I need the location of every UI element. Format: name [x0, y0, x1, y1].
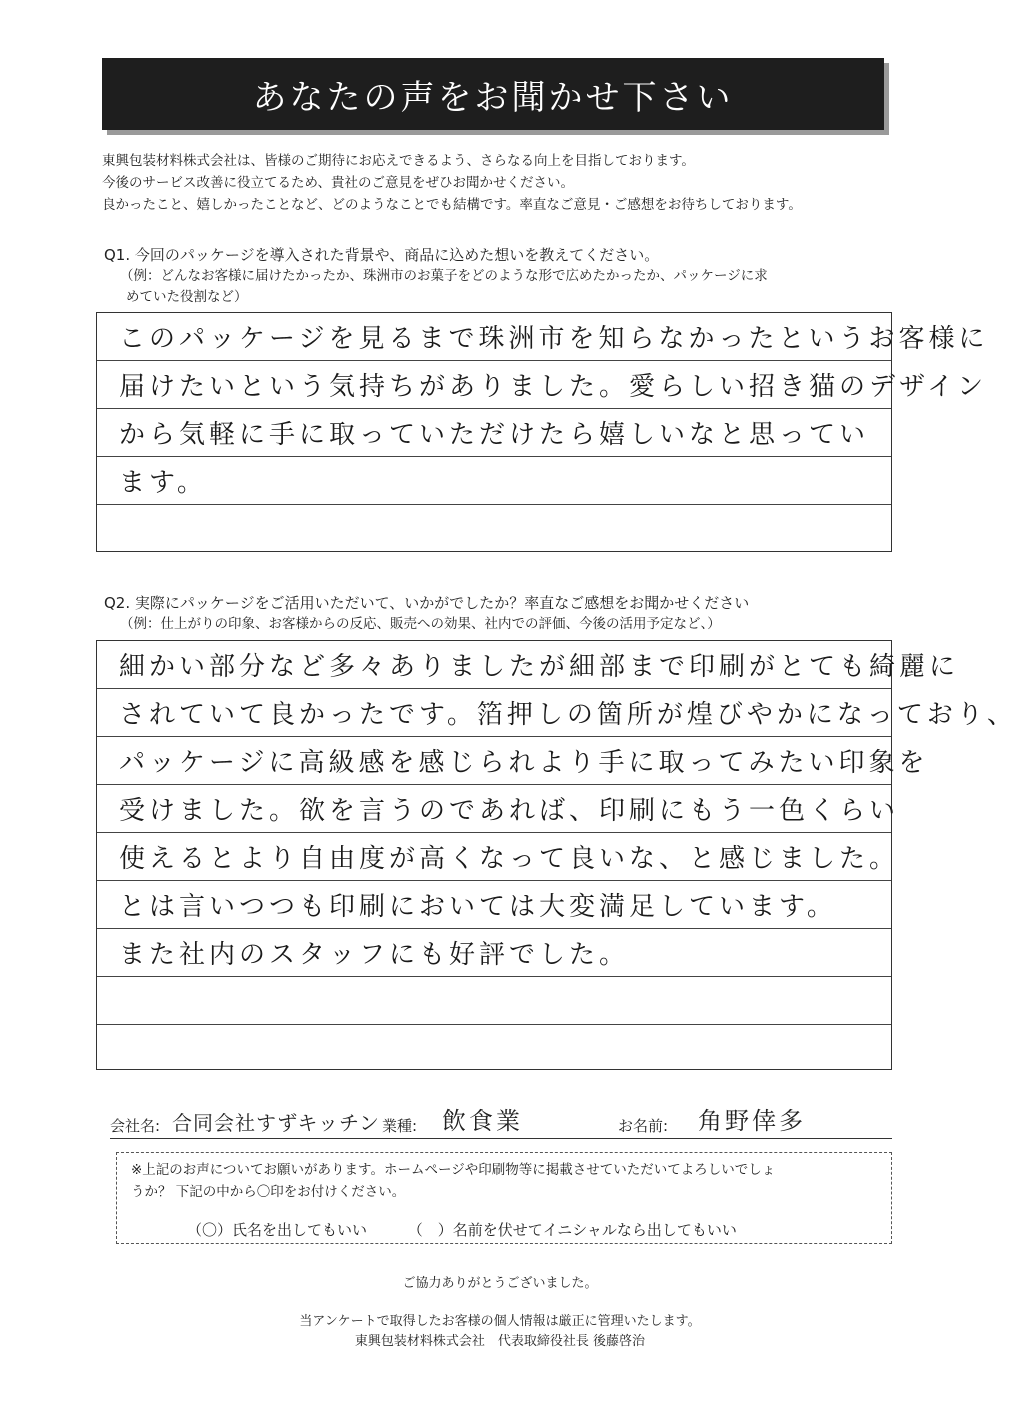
privacy-notice: 当アンケートで取得したお客様の個人情報は厳正に管理いたします。: [299, 1314, 701, 1329]
consent-options: [187, 1219, 773, 1241]
consent-box: [116, 1152, 892, 1244]
example-line: （例：仕上がりの印象、お客様からの反応、販売への効果、社内での評価、今後の活用予定など、）: [120, 616, 721, 632]
answer-line: から気軽に手に取っていただけたら嬉しいなと思ってい: [97, 409, 891, 457]
industry-value[interactable]: 飲食業: [442, 1107, 523, 1135]
intro-line: 東興包装材料株式会社は、皆様のご期待にお応えできるよう、さらなる向上を目指しております。: [102, 153, 695, 169]
example-line: （例：どんなお客様に届けたかったか、珠洲市のお菓子をどのような形で広めたかったか、パッケージに求: [120, 268, 768, 284]
intro-text: [102, 150, 902, 216]
company-value[interactable]: 合同会社すずキッチン: [172, 1111, 380, 1135]
respondent-info: [110, 1102, 892, 1139]
answer-line: ます。: [97, 457, 891, 505]
answer-line: 届けたいという気持ちがありました。愛らしい招き猫のデザイン: [97, 361, 891, 409]
intro-line: 今後のサービス改善に役立てるため、貴社のご意見をぜひお聞かせください。: [102, 175, 574, 191]
answer-line: パッケージに高級感を感じられより手に取ってみたい印象を: [97, 737, 891, 785]
answer-line: 受けました。欲を言うのであれば、印刷にもう一色くらい: [97, 785, 891, 833]
name-label: お名前:: [618, 1117, 669, 1135]
answer-line: 細かい部分など多々ありましたが細部まで印刷がとても綺麗に: [97, 641, 891, 689]
answer-line: また社内のスタッフにも好評でした。: [97, 929, 891, 977]
answer-line: とは言いつつも印刷においては大変満足しています。: [97, 881, 891, 929]
answer-line: このパッケージを見るまで珠洲市を知らなかったというお客様に: [97, 313, 891, 361]
question-2-example: [120, 614, 900, 635]
answer-line: [97, 1025, 891, 1069]
page-title: あなたの声をお聞かせ下さい: [102, 58, 884, 130]
answer-line: [97, 977, 891, 1025]
example-line: めていた役割など）: [126, 289, 248, 305]
answer-box-1[interactable]: [96, 312, 989, 552]
consent-option-full-name[interactable]: （〇）氏名を出してもいい: [187, 1221, 368, 1239]
intro-line: 良かったこと、嬉しかったことなど、どのようなことでも結構です。率直なご意見・ご感想をお待ちしております。: [102, 197, 802, 213]
answer-line: [97, 505, 891, 553]
answer-box-2[interactable]: [96, 640, 1017, 1070]
company-label: 会社名:: [110, 1117, 161, 1135]
thanks-text: ご協力ありがとうございました。: [402, 1276, 598, 1291]
question-1-example: [120, 266, 900, 308]
consent-text: ※上記のお声についてお願いがあります。ホームページや印刷物等に掲載させていただいてよろしいでしょ: [131, 1162, 776, 1178]
industry-label: 業種:: [382, 1117, 418, 1135]
consent-option-initials[interactable]: （ ）名前を伏せてイニシャルなら出してもいい: [407, 1221, 737, 1239]
signature: 東興包装材料株式会社 代表取締役社長 後藤啓治: [354, 1334, 646, 1349]
question-2: Q2. 実際にパッケージをご活用いただいて、いかがでしたか？率直なご感想をお聞かせください: [104, 594, 750, 612]
question-1: Q1. 今回のパッケージを導入された背景や、商品に込めた想いを教えてください。: [104, 246, 660, 264]
name-value[interactable]: 角野倖多: [698, 1107, 806, 1135]
answer-line: されていて良かったです。箔押しの箇所が煌びやかになっており、: [97, 689, 891, 737]
answer-line: 使えるとより自由度が高くなって良いな、と感じました。: [97, 833, 891, 881]
consent-text: うか？ 下記の中から〇印をお付けください。: [131, 1184, 406, 1200]
